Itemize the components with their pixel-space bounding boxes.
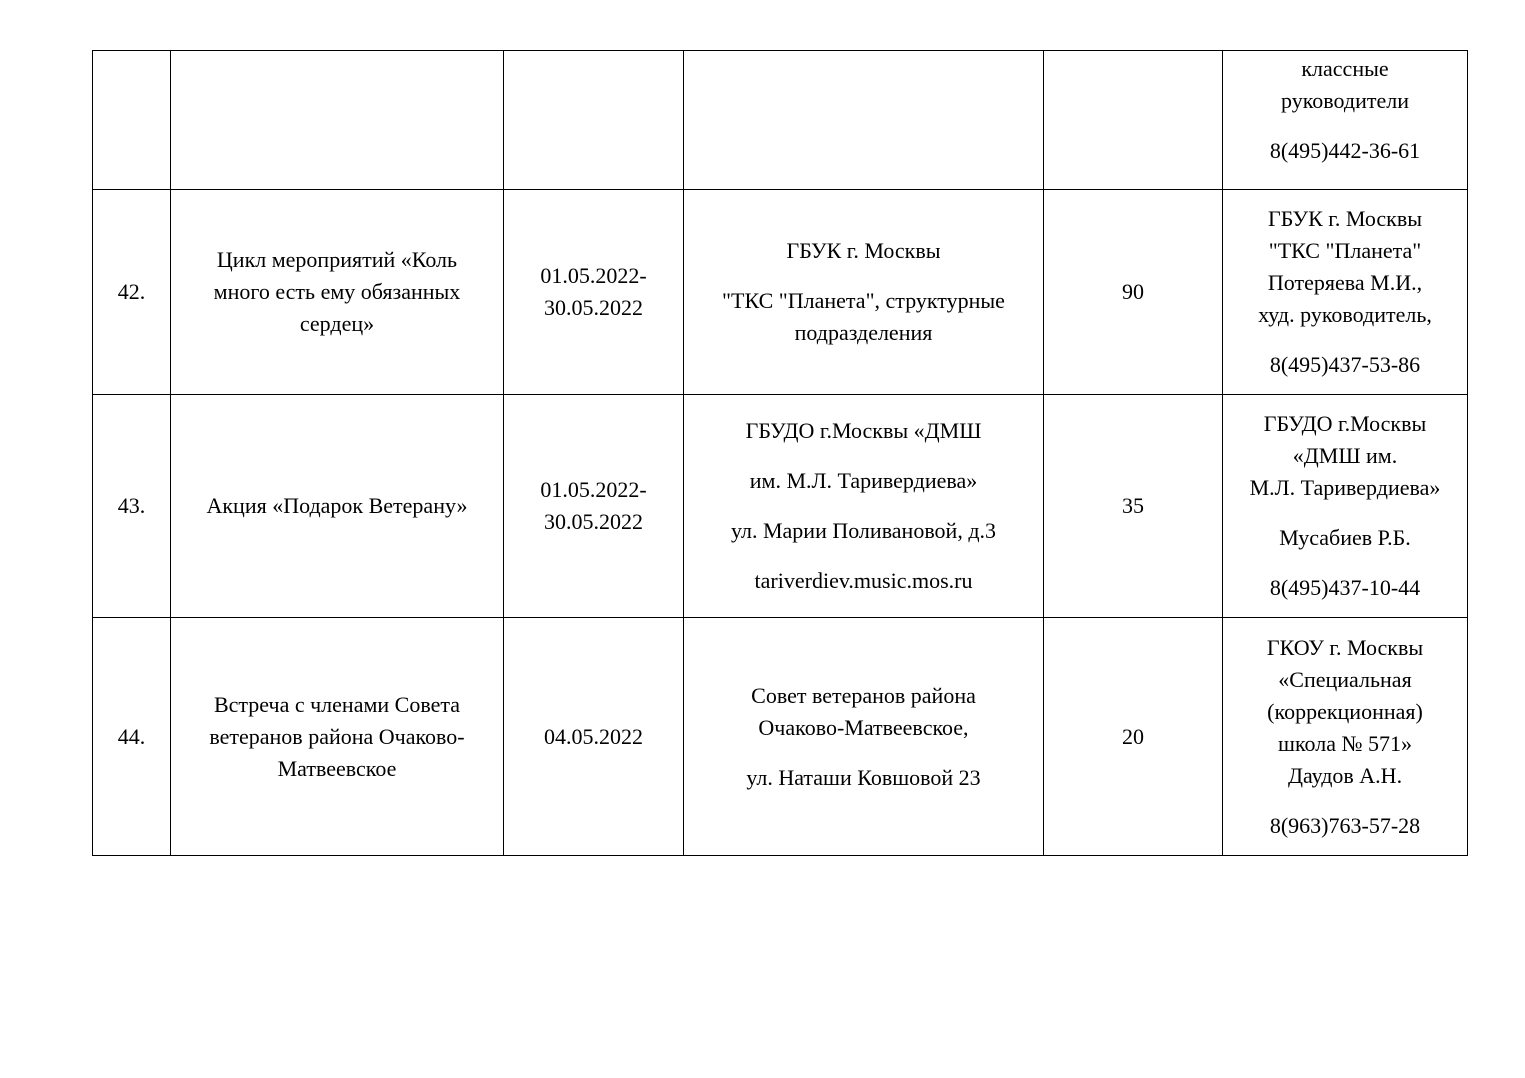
- participant-count-cell: [1044, 51, 1223, 190]
- table-row: [93, 190, 1468, 395]
- contact-line: школа № 571»: [1278, 730, 1412, 756]
- event-title-line: Акция «Подарок Ветерану»: [206, 493, 468, 518]
- event-date-line: 04.05.2022: [544, 723, 643, 749]
- participant-count-cell: 20: [1044, 618, 1223, 856]
- contact-cell: [1223, 618, 1468, 856]
- contact-phone: 8(495)437-53-86: [1269, 352, 1421, 377]
- event-venue-cell: [684, 395, 1044, 618]
- event-dates-cell: [504, 395, 684, 618]
- event-date-line: 30.05.2022: [544, 509, 643, 534]
- event-title-line: сердец»: [299, 311, 375, 336]
- contact-phone: 8(963)763-57-28: [1269, 812, 1421, 838]
- contact-line: худ. руководитель,: [1258, 302, 1432, 327]
- row-number-cell: 43.: [93, 395, 171, 618]
- event-date-line: 30.05.2022: [544, 295, 643, 320]
- contact-line: М.Л. Таривердиева»: [1249, 475, 1441, 500]
- row-number-cell: 42.: [93, 190, 171, 395]
- event-venue-cell: [684, 618, 1044, 856]
- contact-line: ГБУДО г.Москвы: [1263, 411, 1427, 436]
- contact-line: Даудов А.Н.: [1287, 762, 1403, 788]
- event-title-cell: [171, 395, 504, 618]
- contact-cell: [1223, 51, 1468, 190]
- contact-line: "ТКС "Планета": [1268, 238, 1422, 263]
- venue-address: ул. Наташи Ковшовой 23: [746, 764, 981, 790]
- event-title-line: Матвеевское: [277, 755, 397, 781]
- event-dates-cell: [504, 51, 684, 190]
- contact-person: Мусабиев Р.Б.: [1279, 525, 1411, 550]
- event-dates-cell: [504, 618, 684, 856]
- contact-line: классные: [1301, 56, 1389, 81]
- participant-count-cell: 90: [1044, 190, 1223, 395]
- venue-org-line: Очаково-Матвеевское,: [758, 714, 969, 740]
- event-title-cell: [171, 51, 504, 190]
- event-venue-cell: [684, 51, 1044, 190]
- event-dates-cell: [504, 190, 684, 395]
- event-title-line: ветеранов района Очаково-: [209, 723, 465, 749]
- venue-detail-line: подразделения: [794, 320, 933, 345]
- contact-phone: 8(495)437-10-44: [1269, 575, 1421, 600]
- venue-org-line: Совет ветеранов района: [751, 682, 976, 708]
- event-date-line: 01.05.2022-: [540, 263, 647, 288]
- table-row: [93, 51, 1468, 190]
- venue-address: ул. Марии Поливановой, д.3: [730, 518, 997, 543]
- table-row: [93, 395, 1468, 618]
- participant-count-cell: 35: [1044, 395, 1223, 618]
- contact-line: руководители: [1281, 88, 1409, 113]
- contact-line: ГБУК г. Москвы: [1267, 206, 1423, 231]
- contact-line: «ДМШ им.: [1292, 443, 1398, 468]
- contact-cell: [1223, 395, 1468, 618]
- table-row: [93, 618, 1468, 856]
- row-number-cell: 44.: [93, 618, 171, 856]
- contact-line: ГКОУ г. Москвы: [1266, 634, 1424, 660]
- events-table: [92, 50, 1468, 856]
- event-title-line: Цикл мероприятий «Коль: [216, 247, 458, 272]
- venue-org-name: им. М.Л. Таривердиева»: [749, 468, 978, 493]
- contact-phone: 8(495)442-36-61: [1269, 138, 1421, 163]
- contact-line: Потеряева М.И.,: [1267, 270, 1423, 295]
- event-title-cell: [171, 190, 504, 395]
- event-venue-cell: [684, 190, 1044, 395]
- venue-org: ГБУДО г.Москвы «ДМШ: [745, 418, 982, 443]
- contact-cell: [1223, 190, 1468, 395]
- event-title-cell: [171, 618, 504, 856]
- event-title-line: много есть ему обязанных: [213, 279, 461, 304]
- event-date-line: 01.05.2022-: [540, 477, 647, 502]
- venue-org: ГБУК г. Москвы: [786, 238, 941, 263]
- contact-line: «Специальная: [1278, 666, 1412, 692]
- event-title-line: Встреча с членами Совета: [213, 691, 461, 717]
- contact-line: (коррекционная): [1267, 698, 1423, 724]
- venue-website: tariverdiev.music.mos.ru: [754, 568, 973, 593]
- venue-detail-line: "ТКС "Планета", структурные: [722, 288, 1005, 313]
- row-number-cell: [93, 51, 171, 190]
